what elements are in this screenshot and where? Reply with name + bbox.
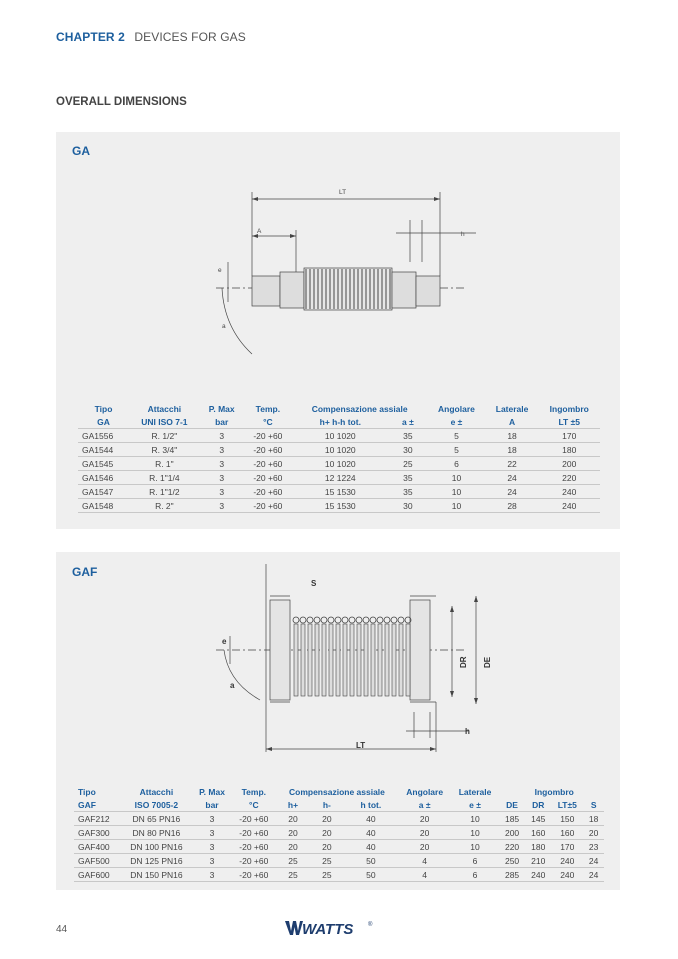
chapter-header <box>56 30 246 44</box>
bellows-rib <box>371 624 375 696</box>
ga-e-label: e <box>218 267 222 274</box>
gaf-table-body <box>74 812 604 882</box>
table-cell: 10 <box>451 840 499 854</box>
table-cell: 3 <box>200 429 244 443</box>
table-cell: R. 1" <box>129 457 200 471</box>
table-cell: 20 <box>398 812 451 826</box>
bellows-rib <box>315 624 319 696</box>
table-cell: 200 <box>499 826 525 840</box>
bellows-rib <box>357 624 361 696</box>
ga-panel <box>56 132 620 529</box>
gaf-h2-6: h tot. <box>360 799 382 810</box>
table-cell: R. 1"1/2 <box>129 485 200 499</box>
bellows-wave <box>356 617 362 623</box>
bellows-wave <box>342 617 348 623</box>
table-cell: 40 <box>343 826 398 840</box>
table-cell: 285 <box>499 868 525 882</box>
table-cell: -20 +60 <box>244 457 292 471</box>
table-cell: 220 <box>539 471 601 485</box>
ga-h2-8: LT ±5 <box>558 416 580 427</box>
table-cell: 145 <box>525 812 551 826</box>
section-title: OVERALL DIMENSIONS <box>56 96 187 108</box>
table-cell: 22 <box>486 457 539 471</box>
table-cell: -20 +60 <box>244 429 292 443</box>
bellows-wave <box>363 617 369 623</box>
gaf-panel <box>56 552 620 890</box>
gaf-h1-tipo: Tipo <box>78 786 96 797</box>
table-cell: 3 <box>192 854 232 868</box>
gaf-h1-pmax: P. Max <box>199 786 225 797</box>
table-row <box>74 868 604 882</box>
table-cell: 3 <box>200 499 244 513</box>
table-cell: 185 <box>499 812 525 826</box>
table-cell: 170 <box>539 429 601 443</box>
table-cell: 15 1530 <box>292 485 389 499</box>
gaf-bellows <box>293 617 411 696</box>
table-cell: DN 65 PN16 <box>121 812 192 826</box>
bellows-wave <box>391 617 397 623</box>
gaf-h1-ingombro: Ingombro <box>534 786 574 797</box>
table-row <box>78 471 600 485</box>
table-cell: -20 +60 <box>244 471 292 485</box>
table-cell: 220 <box>499 840 525 854</box>
gaf-h1-temp: Temp. <box>241 786 267 797</box>
table-cell: 24 <box>583 854 604 868</box>
ga-h1-attacchi: Attacchi <box>147 403 182 414</box>
bellows-wave <box>321 617 327 623</box>
table-cell: 20 <box>310 826 343 840</box>
gaf-table <box>74 785 604 882</box>
brand-text: WATTS <box>302 921 354 938</box>
table-cell: 25 <box>310 868 343 882</box>
gaf-drawing <box>56 552 620 772</box>
table-cell: -20 +60 <box>232 826 276 840</box>
table-cell: GAF212 <box>74 812 121 826</box>
gaf-alpha-label: a <box>230 681 235 690</box>
table-cell: 20 <box>276 826 311 840</box>
gaf-h2-9: DE <box>506 799 518 810</box>
gaf-h2-10: DR <box>532 799 545 810</box>
table-cell: 240 <box>551 854 583 868</box>
table-cell: 25 <box>276 868 311 882</box>
gaf-de-label: DE <box>483 656 492 668</box>
gaf-h2-7: a ± <box>418 799 431 810</box>
bellows-rib <box>406 624 410 696</box>
table-row <box>74 812 604 826</box>
table-cell: 25 <box>276 854 311 868</box>
table-row <box>78 485 600 499</box>
ga-h-label: h <box>461 231 465 238</box>
table-row <box>74 854 604 868</box>
bellows-wave <box>293 617 299 623</box>
table-cell: 20 <box>310 812 343 826</box>
table-cell: GA1544 <box>78 443 129 457</box>
bellows-wave <box>328 617 334 623</box>
bellows-rib <box>343 624 347 696</box>
table-cell: 10 1020 <box>292 443 389 457</box>
table-cell: 25 <box>310 854 343 868</box>
table-cell: GA1546 <box>78 471 129 485</box>
table-cell: 24 <box>486 471 539 485</box>
table-cell: 5 <box>427 429 485 443</box>
table-cell: 10 <box>427 485 485 499</box>
ga-h2-7: A <box>509 416 516 427</box>
ga-h2-5: a ± <box>402 416 414 427</box>
table-cell: 24 <box>486 485 539 499</box>
gaf-h2-11: LT±5 <box>557 799 577 810</box>
ga-h1-ingombro: Ingombro <box>549 403 589 414</box>
table-cell: 250 <box>499 854 525 868</box>
table-cell: 24 <box>583 868 604 882</box>
table-cell: 3 <box>192 826 232 840</box>
table-cell: 10 <box>427 471 485 485</box>
ga-h1-tipo: Tipo <box>94 403 113 414</box>
ga-h1-pmax: P. Max <box>208 403 235 414</box>
bellows-rib <box>308 624 312 696</box>
table-cell: 180 <box>525 840 551 854</box>
table-cell: GA1548 <box>78 499 129 513</box>
table-cell: 50 <box>343 868 398 882</box>
table-cell: 35 <box>389 485 428 499</box>
bellows-wave <box>370 617 376 623</box>
table-cell: 30 <box>389 443 428 457</box>
bellows-rib <box>301 624 305 696</box>
table-row <box>78 457 600 471</box>
table-cell: -20 +60 <box>244 499 292 513</box>
table-cell: 30 <box>389 499 428 513</box>
table-cell: 240 <box>539 499 601 513</box>
table-cell: R. 3/4" <box>129 443 200 457</box>
table-cell: GAF300 <box>74 826 121 840</box>
table-cell: GAF500 <box>74 854 121 868</box>
ga-h2-3: °C <box>263 416 273 427</box>
table-cell: 3 <box>192 868 232 882</box>
table-cell: 15 1530 <box>292 499 389 513</box>
table-cell: DN 150 PN16 <box>121 868 192 882</box>
table-cell: 3 <box>200 485 244 499</box>
table-cell: 10 <box>451 826 499 840</box>
table-cell: DN 100 PN16 <box>121 840 192 854</box>
table-cell: 240 <box>551 868 583 882</box>
table-row <box>78 499 600 513</box>
table-cell: 160 <box>551 826 583 840</box>
watts-logo <box>285 918 375 943</box>
bellows-rib <box>399 624 403 696</box>
ga-alpha-label: a <box>222 323 226 330</box>
bellows-rib <box>294 624 298 696</box>
table-cell: 150 <box>551 812 583 826</box>
table-cell: 180 <box>539 443 601 457</box>
table-cell: DN 125 PN16 <box>121 854 192 868</box>
table-cell: 4 <box>398 854 451 868</box>
gaf-h2-1: ISO 7005-2 <box>134 799 179 810</box>
table-cell: 35 <box>389 471 428 485</box>
gaf-h-label: h <box>465 727 470 736</box>
bellows-rib <box>364 624 368 696</box>
table-cell: 18 <box>486 443 539 457</box>
table-cell: 200 <box>539 457 601 471</box>
table-cell: 20 <box>398 826 451 840</box>
gaf-h1-attacchi: Attacchi <box>139 786 174 797</box>
bellows-rib <box>378 624 382 696</box>
table-cell: 12 1224 <box>292 471 389 485</box>
table-cell: 5 <box>427 443 485 457</box>
gaf-e-label: e <box>222 637 227 646</box>
table-cell: 6 <box>451 854 499 868</box>
table-cell: 6 <box>451 868 499 882</box>
gaf-dr-label: DR <box>459 656 468 668</box>
table-cell: 240 <box>539 485 601 499</box>
table-cell: -20 +60 <box>244 485 292 499</box>
table-cell: 160 <box>525 826 551 840</box>
ga-h2-1: UNI ISO 7-1 <box>141 416 188 427</box>
ga-table <box>78 402 600 513</box>
table-row <box>78 443 600 457</box>
gaf-h2-8: e ± <box>469 799 481 810</box>
table-cell: 28 <box>486 499 539 513</box>
table-cell: GAF400 <box>74 840 121 854</box>
bellows-rib <box>336 624 340 696</box>
bellows-wave <box>384 617 390 623</box>
bellows-rib <box>392 624 396 696</box>
bellows-rib <box>329 624 333 696</box>
ga-h1-temp: Temp. <box>255 403 281 414</box>
gaf-h2-0: GAF <box>78 799 96 810</box>
gaf-h1-comp: Compensazione assiale <box>289 786 385 797</box>
ga-h1-angolare: Angolare <box>438 403 475 414</box>
table-cell: 40 <box>343 840 398 854</box>
table-cell: 18 <box>486 429 539 443</box>
table-cell: -20 +60 <box>232 854 276 868</box>
table-cell: -20 +60 <box>232 812 276 826</box>
table-cell: 25 <box>389 457 428 471</box>
table-cell: 20 <box>398 840 451 854</box>
table-cell: 10 <box>451 812 499 826</box>
table-cell: DN 80 PN16 <box>121 826 192 840</box>
ga-a-label: A <box>257 228 262 235</box>
gaf-h1-angolare: Angolare <box>406 786 444 797</box>
ga-label: GA <box>72 144 90 158</box>
gaf-h2-5: h- <box>322 799 331 810</box>
table-cell: R. 1/2" <box>129 429 200 443</box>
table-cell: 210 <box>525 854 551 868</box>
table-cell: 20 <box>276 840 311 854</box>
gaf-s-label: S <box>311 579 317 588</box>
ga-lt-label: LT <box>339 189 347 196</box>
gaf-h2-3: °C <box>249 799 259 810</box>
chapter-number: CHAPTER 2 <box>56 30 125 44</box>
page-number: 44 <box>56 924 68 935</box>
table-cell: 35 <box>389 429 428 443</box>
chapter-title: DEVICES FOR GAS <box>134 30 246 44</box>
registered-mark: ® <box>368 922 373 928</box>
table-cell: 10 1020 <box>292 429 389 443</box>
table-cell: 10 1020 <box>292 457 389 471</box>
gaf-h1-blank <box>499 785 525 798</box>
ga-h2-2: bar <box>215 416 229 427</box>
bellows-wave <box>349 617 355 623</box>
bellows-rib <box>350 624 354 696</box>
table-cell: 240 <box>525 868 551 882</box>
ga-h1-comp: Compensazione assiale <box>311 403 408 414</box>
table-cell: R. 2" <box>129 499 200 513</box>
ga-h2-4: h+ h-h tot. <box>319 416 361 427</box>
ga-table-body <box>78 429 600 513</box>
bellows-rib <box>385 624 389 696</box>
bellows-wave <box>335 617 341 623</box>
gaf-h1-laterale: Laterale <box>458 786 492 797</box>
gaf-lt-label: LT <box>356 741 366 750</box>
gaf-h2-2: bar <box>205 799 219 810</box>
table-cell: 3 <box>200 471 244 485</box>
table-cell: GAF600 <box>74 868 121 882</box>
bellows-wave <box>314 617 320 623</box>
table-cell: GA1547 <box>78 485 129 499</box>
table-cell: 3 <box>192 840 232 854</box>
gaf-h1-blank2 <box>583 785 604 798</box>
table-cell: 40 <box>343 812 398 826</box>
ga-h2-6: e ± <box>450 416 463 427</box>
table-cell: -20 +60 <box>232 840 276 854</box>
table-cell: 50 <box>343 854 398 868</box>
gaf-h2-4: h+ <box>287 799 299 810</box>
table-cell: GA1556 <box>78 429 129 443</box>
ga-bellows <box>304 268 392 310</box>
table-cell: 170 <box>551 840 583 854</box>
table-cell: R. 1"1/4 <box>129 471 200 485</box>
table-row <box>74 840 604 854</box>
table-cell: 3 <box>200 457 244 471</box>
table-cell: 10 <box>427 499 485 513</box>
ga-h1-laterale: Laterale <box>495 403 529 414</box>
table-cell: 3 <box>192 812 232 826</box>
ga-drawing <box>56 132 620 382</box>
table-cell: 6 <box>427 457 485 471</box>
gaf-h2-12: S <box>590 799 597 810</box>
table-cell: 20 <box>276 812 311 826</box>
table-cell: 23 <box>583 840 604 854</box>
ga-h2-0: GA <box>97 416 110 427</box>
bellows-rib <box>322 624 326 696</box>
table-cell: 3 <box>200 443 244 457</box>
table-cell: 20 <box>310 840 343 854</box>
bellows-wave <box>377 617 383 623</box>
bellows-wave <box>398 617 404 623</box>
table-row <box>74 826 604 840</box>
table-cell: -20 +60 <box>232 868 276 882</box>
table-cell: 20 <box>583 826 604 840</box>
bellows-wave <box>307 617 313 623</box>
gaf-label: GAF <box>72 565 98 579</box>
table-cell: 18 <box>583 812 604 826</box>
table-cell: GA1545 <box>78 457 129 471</box>
table-cell: 4 <box>398 868 451 882</box>
bellows-wave <box>300 617 306 623</box>
table-cell: -20 +60 <box>244 443 292 457</box>
table-row <box>78 429 600 443</box>
